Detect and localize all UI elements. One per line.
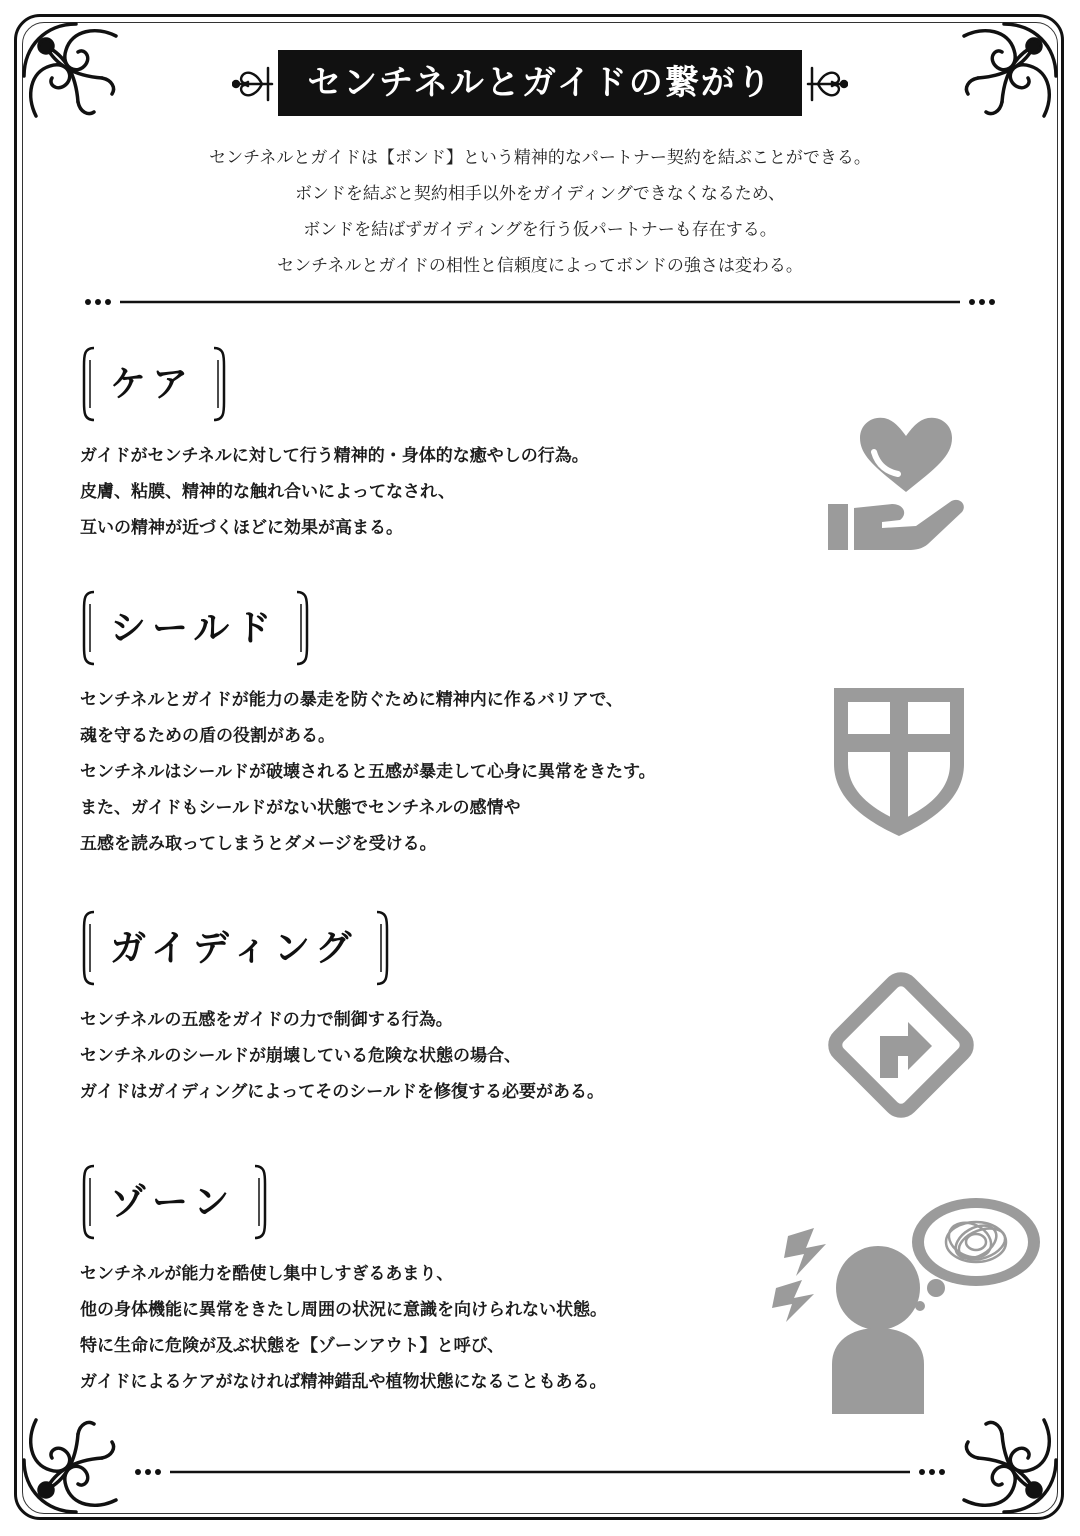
section-heading	[80, 346, 228, 422]
corner-ornament-icon	[16, 16, 136, 136]
intro-line: ボンドを結ぶと契約相手以外をガイディングできなくなるため、	[294, 184, 786, 204]
title-banner	[232, 48, 848, 120]
body-line: 魂を守るための盾の役割がある。	[80, 726, 335, 746]
bracket-icon	[253, 1164, 269, 1240]
bracket-icon	[80, 1164, 96, 1240]
body-line: センチネルが能力を酷使し集中しすぎるあまり、	[80, 1264, 454, 1284]
intro-line: ボンドを結ばずガイディングを行う仮パートナーも存在する。	[303, 220, 777, 240]
page-title: センチネルとガイドの繋がり	[307, 63, 773, 103]
corner-ornament-icon	[16, 1400, 136, 1520]
intro-line: センチネルとガイドは【ボンド】という精神的なパートナー契約を結ぶことができる。	[209, 148, 871, 168]
section-body	[80, 1002, 604, 1110]
section-title: ケア	[110, 363, 195, 405]
section-shield	[80, 590, 656, 862]
corner-ornament-icon	[944, 16, 1064, 136]
heart-hand-icon	[826, 412, 966, 554]
section-care	[80, 346, 589, 546]
body-line: センチネルはシールドが破壊されると五感が暴走して心身に異常をきたす。	[80, 762, 656, 782]
body-line: センチネルとガイドが能力の暴走を防ぐために精神内に作るバリアで、	[80, 690, 623, 710]
title-flourish-icon	[232, 58, 276, 110]
bracket-icon	[212, 346, 228, 422]
title-flourish-icon	[804, 58, 848, 110]
body-line: センチネルの五感をガイドの力で制御する行為。	[80, 1010, 453, 1030]
body-line: 皮膚、粘膜、精神的な触れ合いによってなされ、	[80, 482, 456, 502]
intro-text	[0, 140, 1080, 284]
section-heading	[80, 590, 311, 666]
confused-person-icon	[770, 1196, 1046, 1416]
section-title: ゾーン	[110, 1181, 236, 1223]
body-line: 互いの精神が近づくほどに効果が高まる。	[80, 518, 403, 538]
section-heading	[80, 910, 391, 986]
section-title: ガイディング	[110, 927, 358, 969]
body-line: ガイドによるケアがなければ精神錯乱や植物状態になることもある。	[80, 1372, 607, 1392]
body-line: ガイドはガイディングによってそのシールドを修復する必要がある。	[80, 1082, 604, 1102]
divider-bottom	[134, 1462, 946, 1482]
shield-icon	[832, 686, 966, 838]
body-line: 特に生命に危険が及ぶ状態を【ゾーンアウト】と呼び、	[80, 1336, 504, 1356]
section-title: シールド	[110, 607, 278, 649]
body-line: また、ガイドもシールドがない状態でセンチネルの感情や	[80, 798, 521, 818]
body-line: 五感を読み取ってしまうとダメージを受ける。	[80, 834, 437, 854]
bracket-icon	[375, 910, 391, 986]
corner-ornament-icon	[944, 1400, 1064, 1520]
section-guiding	[80, 910, 604, 1110]
bracket-icon	[80, 590, 96, 666]
turn-sign-icon	[816, 960, 986, 1130]
section-body	[80, 438, 589, 546]
section-heading	[80, 1164, 269, 1240]
bracket-icon	[80, 346, 96, 422]
body-line: センチネルのシールドが崩壊している危険な状態の場合、	[80, 1046, 521, 1066]
section-zone	[80, 1164, 607, 1400]
body-line: ガイドがセンチネルに対して行う精神的・身体的な癒やしの行為。	[80, 446, 589, 466]
intro-line: センチネルとガイドの相性と信頼度によってボンドの強さは変わる。	[277, 256, 803, 276]
body-line: 他の身体機能に異常をきたし周囲の状況に意識を向けられない状態。	[80, 1300, 607, 1320]
bracket-icon	[295, 590, 311, 666]
divider-top	[84, 292, 996, 312]
bracket-icon	[80, 910, 96, 986]
title-box	[278, 50, 802, 116]
section-body	[80, 1256, 607, 1400]
section-body	[80, 682, 656, 862]
